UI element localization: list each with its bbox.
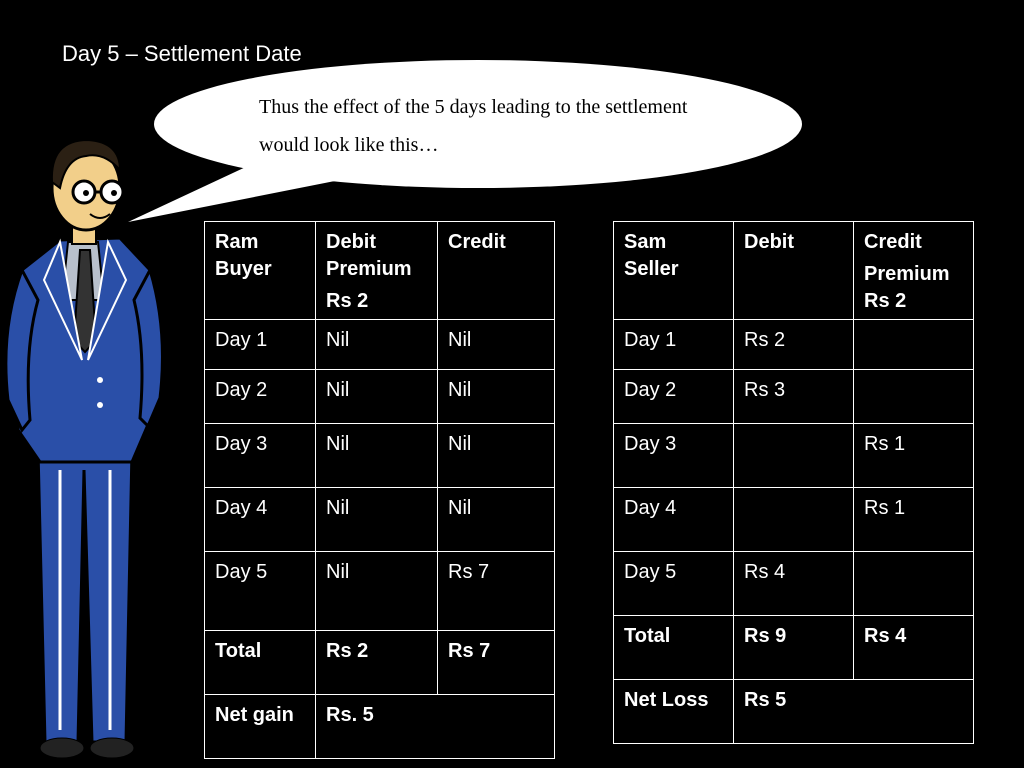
credit-cell: Nil [438,488,555,552]
net-value: Rs 5 [734,680,974,744]
day-cell: Day 2 [614,370,734,424]
table-row [205,552,555,631]
sam-seller-table [613,221,974,744]
total-row [614,616,974,680]
debit-cell: Nil [316,488,438,552]
debit-cell: Rs 3 [734,370,854,424]
credit-cell: Rs 1 [854,488,974,552]
credit-cell: Nil [438,424,555,488]
table-row [614,424,974,488]
total-row [205,631,555,695]
debit-cell [734,488,854,552]
header-cell: Debit [734,222,854,320]
table-row [205,488,555,552]
net-row [205,695,555,759]
slide-title: Day 5 – Settlement Date [62,41,302,66]
table-row [205,370,555,424]
total-credit: Rs 4 [854,616,974,680]
credit-cell: Rs 1 [854,424,974,488]
header-cell: Debit Premium Rs 2 [316,222,438,320]
day-cell: Day 5 [614,552,734,616]
credit-cell: Rs 7 [438,552,555,631]
table-row [205,320,555,370]
speech-bubble-text: Thus the effect of the 5 days leading to the settlement would look like this… [259,96,688,156]
day-cell: Day 1 [614,320,734,370]
day-cell: Day 3 [205,424,316,488]
day-cell: Day 3 [614,424,734,488]
day-cell: Day 4 [614,488,734,552]
credit-cell [854,370,974,424]
net-value: Rs. 5 [316,695,555,759]
businessman-illustration [0,130,170,768]
debit-cell: Nil [316,370,438,424]
header-cell: Sam Seller [614,222,734,320]
net-row [614,680,974,744]
table-row [614,552,974,616]
debit-cell: Rs 4 [734,552,854,616]
table-row [205,424,555,488]
debit-cell [734,424,854,488]
day-cell: Day 1 [205,320,316,370]
ram-buyer-table [204,221,555,759]
credit-cell: Nil [438,320,555,370]
debit-cell: Nil [316,424,438,488]
total-label: Total [614,616,734,680]
total-debit: Rs 2 [316,631,438,695]
table-row [614,488,974,552]
header-cell: Credit Premium Rs 2 [854,222,974,320]
table-row [614,370,974,424]
table-header-row [614,222,974,320]
credit-cell: Nil [438,370,555,424]
day-cell: Day 4 [205,488,316,552]
debit-cell: Rs 2 [734,320,854,370]
day-cell: Day 5 [205,552,316,631]
net-label: Net gain [205,695,316,759]
net-label: Net Loss [614,680,734,744]
total-credit: Rs 7 [438,631,555,695]
day-cell: Day 2 [205,370,316,424]
header-cell: Credit [438,222,555,320]
credit-cell [854,320,974,370]
total-debit: Rs 9 [734,616,854,680]
credit-cell [854,552,974,616]
table-header-row [205,222,555,320]
header-cell: Ram Buyer [205,222,316,320]
table-row [614,320,974,370]
debit-cell: Nil [316,320,438,370]
debit-cell: Nil [316,552,438,631]
total-label: Total [205,631,316,695]
